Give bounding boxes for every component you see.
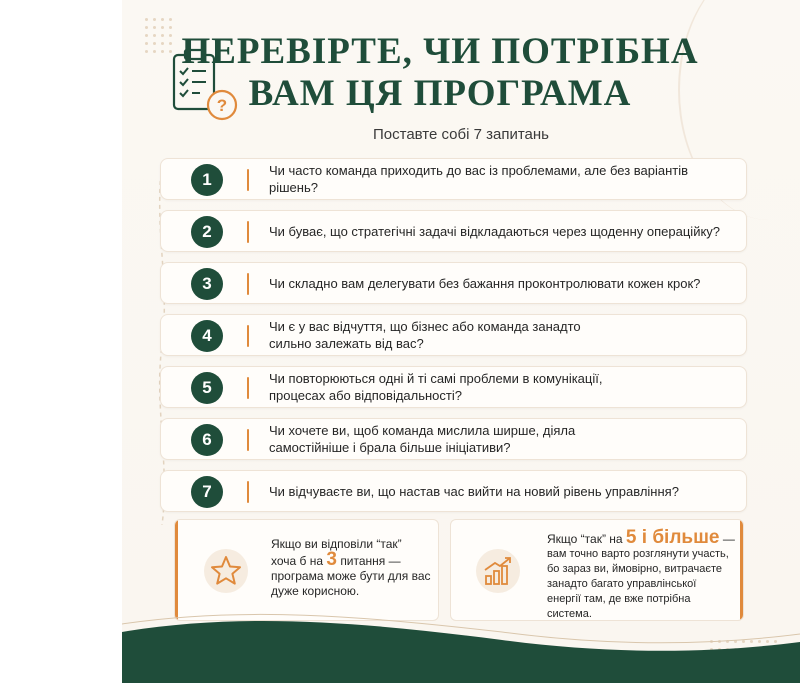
separator	[247, 429, 249, 451]
decorative-dot	[145, 18, 148, 21]
question-row	[160, 262, 747, 304]
question-row	[160, 158, 747, 200]
decorative-dot	[153, 26, 156, 29]
question-number-badge: 1	[191, 164, 223, 196]
page-subtitle: Поставте собі 7 запитань	[373, 126, 549, 143]
card-line: бо зараз ви, ймовірно, витрачаєте	[547, 563, 722, 575]
highlight-number: 3	[326, 549, 337, 570]
card-line: програма може бути для вас	[271, 569, 431, 583]
card-text	[271, 537, 431, 599]
star-icon	[203, 548, 249, 594]
decorative-dot	[169, 26, 172, 29]
question-row	[160, 418, 747, 460]
question-row	[160, 470, 747, 512]
question-number-badge: 4	[191, 320, 223, 352]
question-number-badge: 2	[191, 216, 223, 248]
page-title-line2: ВАМ ЦЯ ПРОГРАМА	[248, 73, 632, 114]
decorative-dot	[169, 18, 172, 21]
question-number-badge: 3	[191, 268, 223, 300]
card-accent-bar	[740, 520, 743, 620]
question-text: Чи буває, що стратегічні задачі відкладаються через щоденну операційку?	[269, 223, 721, 239]
decorative-green-wave	[122, 612, 800, 683]
card-line	[547, 527, 737, 548]
question-row	[160, 366, 747, 408]
card-line	[271, 549, 431, 570]
svg-text:?: ?	[216, 96, 228, 115]
question-number-badge: 7	[191, 476, 223, 508]
separator	[247, 325, 249, 347]
card-line: занадто багато управлінської	[547, 578, 697, 590]
question-text: Чи є у вас відчуття, що бізнес або команда занадто сильно залежать від вас?	[269, 319, 581, 351]
card-line: дуже корисною.	[271, 584, 360, 598]
question-text: Чи складно вам делегувати без бажання проконтролювати кожен крок?	[269, 275, 701, 291]
highlight-number: 5 і більше	[625, 527, 720, 548]
separator	[247, 481, 249, 503]
separator	[247, 273, 249, 295]
card-line-part: питання —	[340, 554, 401, 568]
question-number-badge: 6	[191, 424, 223, 456]
question-number-badge: 5	[191, 372, 223, 404]
decorative-dot	[161, 26, 164, 29]
growth-chart-icon	[475, 548, 521, 594]
decorative-dot	[145, 26, 148, 29]
question-text: Чи хочете ви, щоб команда мислила ширше, діяла самостійніше і брала більше ініціативи?	[269, 423, 576, 455]
card-line: вам точно варто розглянути участь,	[547, 548, 729, 560]
question-text: Чи часто команда приходить до вас із проблемами, але без варіантів рішень?	[269, 163, 689, 195]
separator	[247, 169, 249, 191]
card-accent-bar	[175, 520, 178, 620]
page-title-line1: ПЕРЕВІРТЕ, ЧИ ПОТРІБНА	[181, 31, 699, 72]
decorative-dot	[161, 18, 164, 21]
card-line: Якщо ви відповіли “так”	[271, 537, 402, 551]
card-line: енергії там, де вже потрібна система.	[547, 593, 691, 620]
card-line-part: —	[722, 532, 735, 546]
question-text: Чи відчуваєте ви, що настав час вийти на новий рівень управління?	[269, 483, 679, 499]
result-card-five-answers	[450, 519, 744, 621]
separator	[247, 221, 249, 243]
separator	[247, 377, 249, 399]
question-row	[160, 314, 747, 356]
question-row	[160, 210, 747, 252]
result-card-three-answers	[174, 519, 439, 621]
decorative-dot	[153, 18, 156, 21]
question-text: Чи повторюються одні й ті самі проблеми в комунікації, процесах або відповідальності?	[269, 371, 603, 403]
card-text	[547, 527, 737, 621]
card-line-part: хоча б на	[271, 554, 324, 568]
card-line-part: Якщо “так” на	[547, 532, 623, 546]
